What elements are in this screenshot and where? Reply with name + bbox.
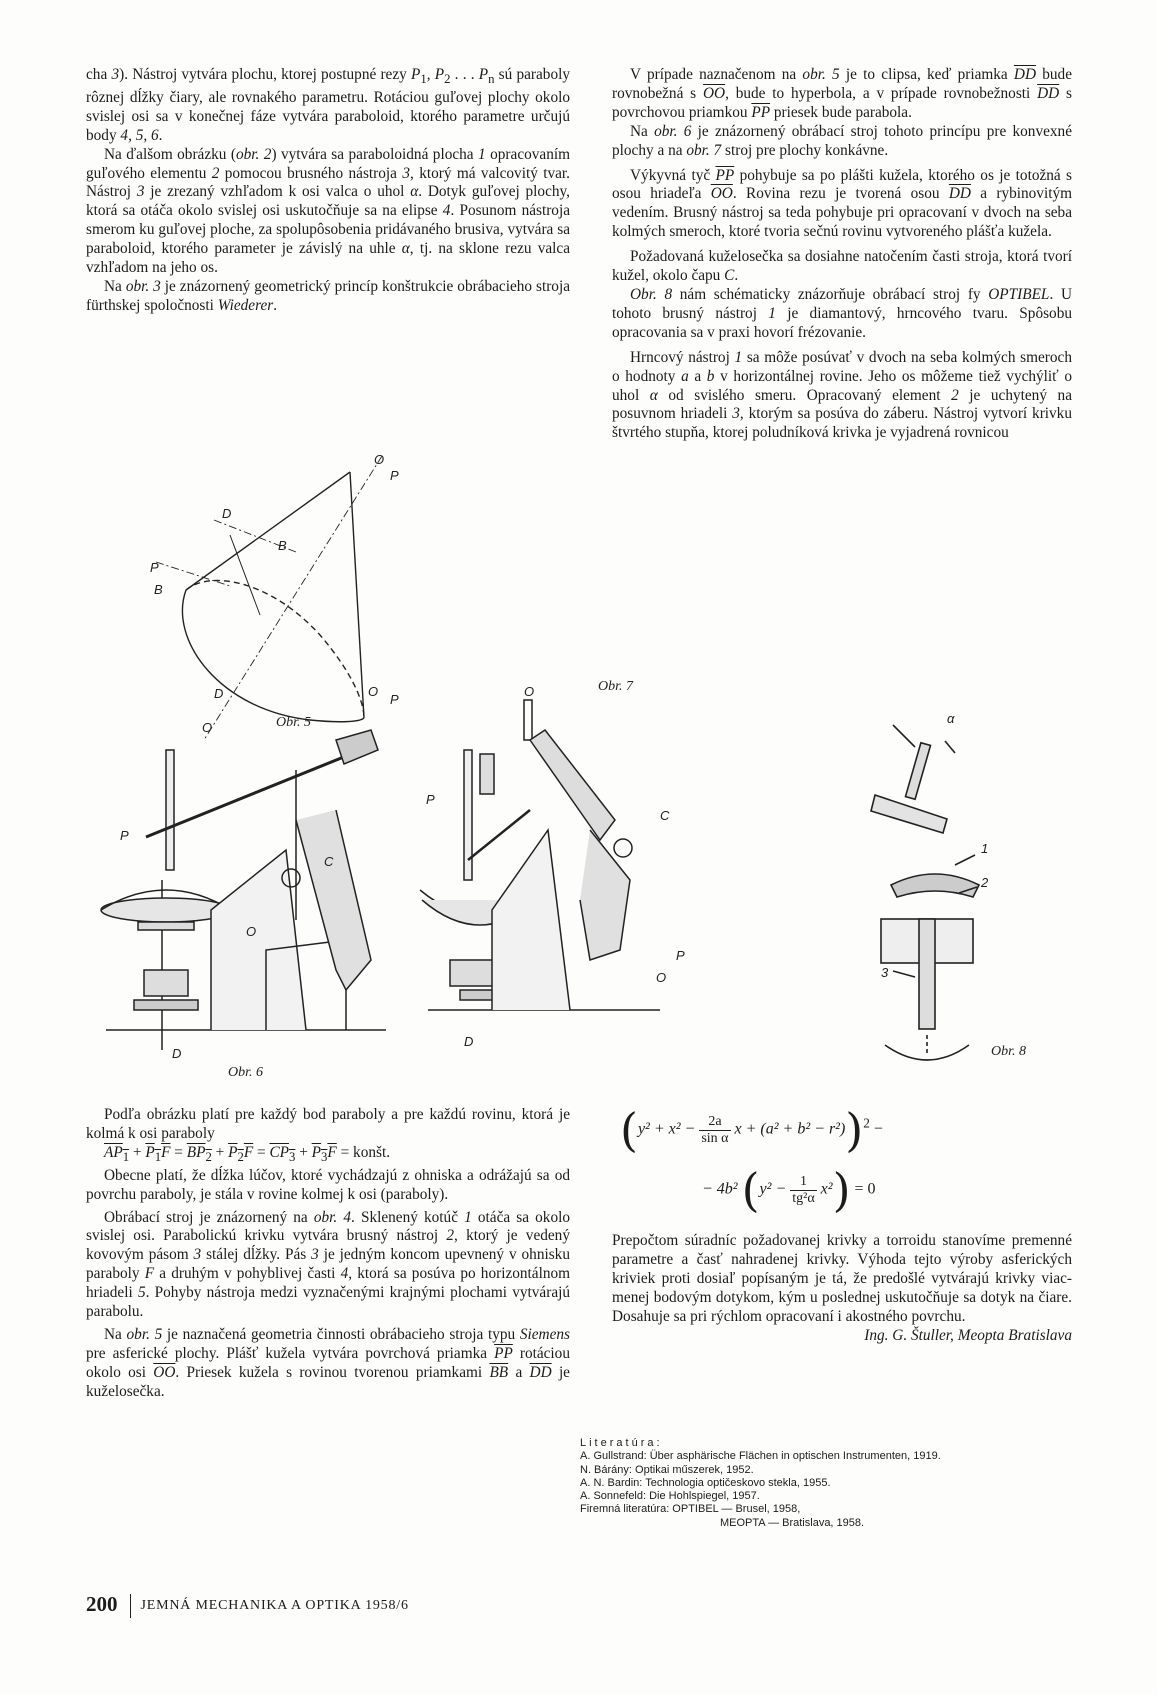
label-p: P [390,692,399,707]
label-d: D [464,1034,474,1049]
figure-obr-6 [86,684,436,1082]
optibel-schematic [855,711,1035,1065]
label-1: 1 [981,841,989,856]
reference-item: A. Gullstrand: Über asphärische Flächen in optischen Instrumenten, 1919. [580,1450,941,1463]
formula-line-2: − 4b² (y² − $\frac{1}{\text{tg²α}}$ x²) = 0 [702,1163,876,1217]
reference-item: Firemná literatúra: OPTIBEL — Brusel, 1958, [580,1503,801,1516]
caption-obr-8: Obr. 8 [991,1044,1027,1059]
caption-obr-5: Obr. 5 [276,715,312,730]
reference-item: N. Bárány: Optikai műszerek, 1952. [580,1463,754,1476]
paragraph: Obr. 8 nám schématicky znázorňuje obrábací stroj fy OPTIBEL. U tohoto brusný nástroj 1 je diamantový, hrncového tvaru. Spôsobu opracovania sa v praxi hovorí frézovanie. [612,285,1073,341]
paragraph: Na ďalšom obrázku (obr. 2) vytvára sa paraboloidná plocha 1 opracovaním guľového elementu 2 pomocou brusného nástroja 3, ktorý má valcovitý tvar. Nástroj 3 je zrezaný vzhľadom k osi valca o uhol α. Dotyk guľovej plochy, ktorá sa otáča okolo svislej osi uskutočňuje sa na elipse 4. Posunom nástroja smerom ku guľovej ploche, za spolupôsobenia pridávaného brusiva, vytvára sa paraboloid, ktorého parameter je závislý na uhle α, tj. na sklone rezu valca vzhľadom na jeho os. [86,145,570,277]
paragraph: Obrábací stroj je znázornený na obr. 4. Sklenený kotúč 1 otáča sa okolo svislej osi. Parabolickú krivku vytvára brusný nástroj 2, ktorý je vedený kovovým pásom 3 stálej dĺžky. Pás 3 je jedným koncom upevnený v ohnisku paraboly F a druhým v pohyblivej časti 4, ktorá sa posúva po horizontálnom hriadeli 5. Pohyby nástroja medzi vyznačenými krajnými plochami vytvárajú parabolu. [86,1208,571,1321]
label-d: D [222,506,232,521]
label-c: C [324,854,334,869]
paragraph: Požadovaná kuželosečka sa dosiahne natočením časti stroja, ktorá tvorí kužel, okolo čapu C. [612,248,1072,285]
formula-meridian-curve [612,1103,1072,1230]
label-o2: O [656,970,667,985]
label-p2: P [120,828,129,843]
label-p: P [426,792,435,807]
text-column-bottom-left [86,1106,570,1402]
label-p2: P [676,948,685,963]
paragraph: V prípade naznačenom na obr. 5 je to clipsa, keď priamka $\overline{DD}$ bude rovnobežná s $\overline{OO}$, bude to hyperbola, a v prípade rovnobežnosti $\overline{DD}$ s povrchovou priamkou $\overline{PP}$ priesek bude parabola. [612,66,1072,121]
paragraph: cha 3). Nástroj vytvára plochu, ktorej postupné rezy $P_1$, $P_2$ . . . $P_n$ sú paraboly rôznej dĺžky čiary, ale rovnakého parametru. Rotáciou guľovej plochy okolo svislej osi sa v konečnej fáze vytvára paraboloid, ktorého parametre určujú body 4, 5, 6. [86,66,570,144]
label-o2: O [246,924,257,939]
reference-item: MEOPTA — Bratislava, 1958. [720,1516,865,1529]
reference-item: A. N. Bardin: Technologia optičeskovo stekla, 1955. [580,1476,831,1489]
paragraph: Podľa obrázku platí pre každý bod paraboly a pre každú rovinu, ktorá je kolmá k osi paraboly [86,1106,570,1142]
text-column-bottom-right [612,1232,1072,1345]
text-column-top-left [86,66,570,316]
caption-obr-7: Obr. 7 [598,679,634,694]
label-3: 3 [881,965,889,980]
label-c: C [660,808,670,823]
label-alpha: α [947,711,955,726]
caption-obr-6: Obr. 6 [228,1065,264,1080]
text-column-top-right [612,66,1072,443]
label-o: O [374,452,385,467]
label-2: 2 [981,875,989,890]
machine-concave-diagram [420,679,710,1070]
references [580,1437,1080,1530]
paragraph: Hrncový nástroj 1 sa môže posúvať v dvoch na seba kolmých smeroch o hodnoty a a b v horizontálnej rovine. Jeho os môžeme tiež vychýliť o uhol α od svislého smeru. Opracovaný element 2 je uchytený na posuvnom hriadeli 3, ktorým sa posúva do záberu. Nástroj vytvorí krivku štvrtého stupňa, ktorej poludníková krivka je vyjadrená rovnicou [612,348,1072,442]
journal-title: JEMNÁ MECHANIKA A OPTIKA 1958/6 [140,1598,409,1613]
label-b2: B [154,582,163,597]
reference-item: A. Sonnefeld: Die Hohlspiegel, 1957. [580,1490,760,1503]
paragraph: Prepočtom súradníc požadovanej krivky a torroidu stanovíme premenné parametre a časť nahradenej krivky. Výhoda tejto výroby asferických kriviek proti dosiaľ popísaným je tá, že predošlé vytvárajú krivky viac-menej bodovým dotykom, kým u poslednej uskutočňuje sa dotyk na čiare. Dosahuje sa pri rýchlom opracovaní i akostného povrchu. [612,1232,1072,1325]
label-o: O [524,684,535,699]
paragraph: Obecne platí, že dĺžka lúčov, ktoré vychádzajú z ohniska a odrážajú sa od povrchu paraboly, je stála v rovine kolmej k osi (paraboly). [86,1166,570,1203]
page-footer [86,1592,409,1618]
label-d2: D [214,686,224,701]
paragraph: Na obr. 5 je naznačená geometria činnosti obrábacieho stroja typu Siemens pre asferické plochy. Plášť kužela vytvára povrchová priamka $\overline{PP}$ rotáciou okolo osi $\overline{OO}$. Priesek kužela s rovinou tvorenou priamkami $\overline{BB}$ a $\overline{DD}$ je kuželosečka. [86,1326,570,1400]
author-signature: Ing. G. Štuller, Meopta Bratislava [864,1326,1072,1344]
label-b: B [278,538,287,553]
label-p: P [390,468,399,483]
machine-convex-diagram [86,684,436,1082]
references-heading: Literatúra: [580,1437,663,1449]
figure-obr-7 [420,679,710,1070]
figure-obr-8 [855,711,1035,1065]
page-number: 200 [86,1592,118,1616]
paragraph: Na obr. 6 je znázornený obrábací stroj tohoto princípu pre konvexné plochy a na obr. 7 stroj pre plochy konkávne. [612,122,1072,159]
paragraph: Výkyvná tyč $\overline{PP}$ pohybuje sa po plášti kužela, ktorého os je totožná s osou hriadeľa $\overline{OO}$. Rovina rezu je tvorená osou $\overline{DD}$ a rybinovitým vedením. Brusný nástroj sa teda pohybuje pri opracovaní v dvoch na seba kolmých smeroch, ktoré tvoria sečnú rovinu vytvoreného plášťa kužela. [612,166,1073,241]
paragraph: Na obr. 3 je znázornený geometrický princíp konštrukcie obrábacieho stroja fürthskej spoločnosti Wiederer. [86,278,570,314]
label-o: O [368,684,379,699]
equation-parabola: $\overline{AP}_1 + \overline{P}_1\overline{F} = \overline{BP}_2 + \overline{P}_2\overline{F} = \overline{CP}_3 + \overline{P}_3\overline{F}$ = konšt. [104,1143,391,1164]
label-o2: O [202,720,213,735]
formula-line-1: (y² + x² − $\frac{2a}{\text{sin α}}$ x + (a² + b² − r²))$^2$ − [620,1103,883,1157]
label-d: D [172,1046,182,1061]
label-p2: P [150,560,159,575]
